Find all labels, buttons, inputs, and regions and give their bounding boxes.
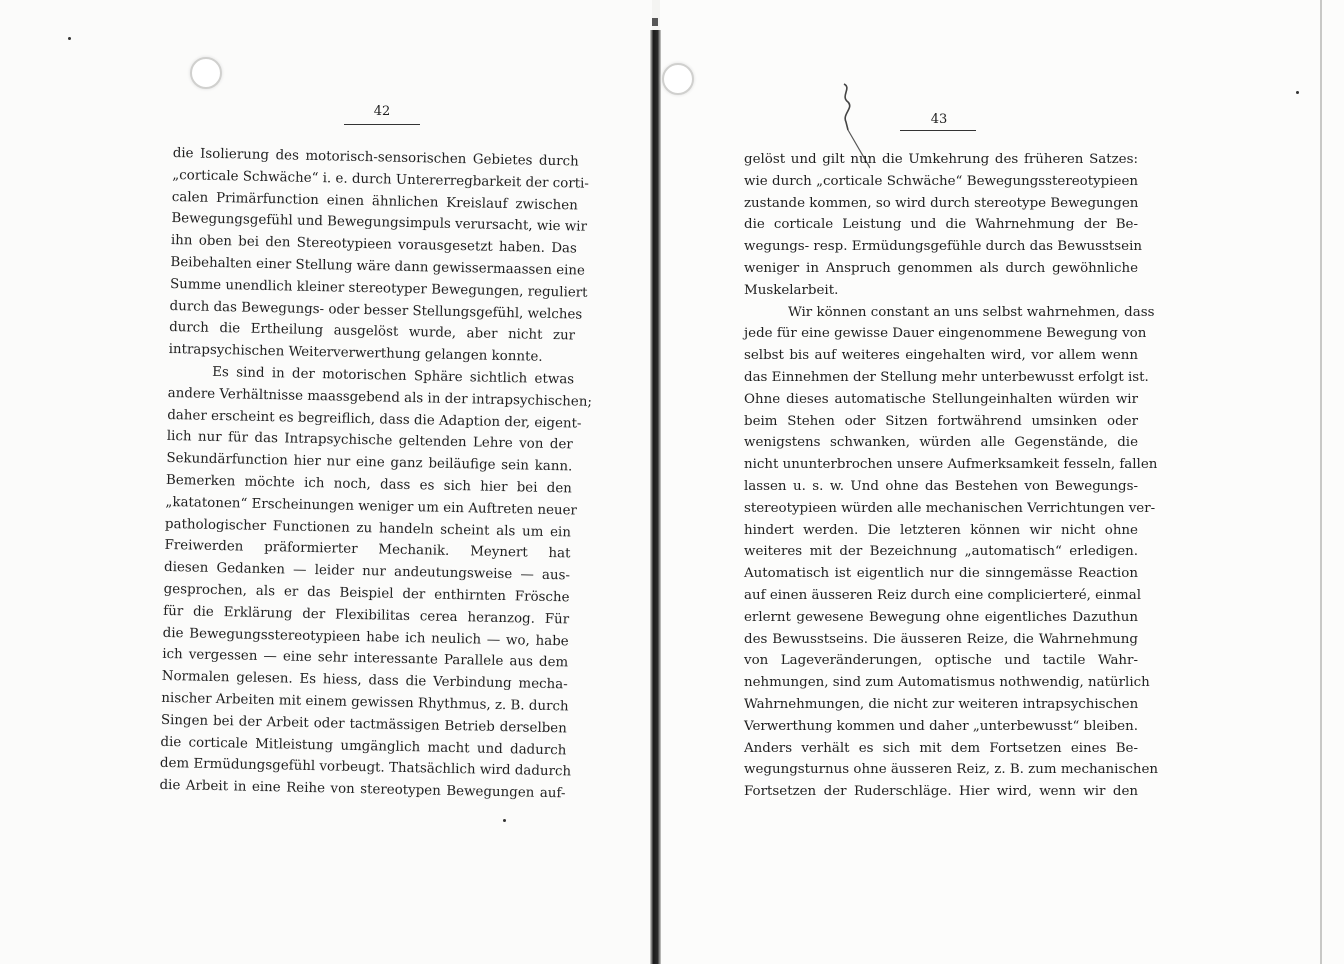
text-line: gesprochen, als er das Beispiel der enthirnten Frösche: [163, 581, 570, 606]
text-line: Bemerken möchte ich noch, dass es sich hier bei den: [165, 472, 573, 497]
text-line: ihn oben bei den Stereotypieen vorausgesetzt haben. Das: [170, 233, 578, 257]
text-line: Freiwerden präformierter Mechanik. Meynert hat: [164, 538, 571, 562]
text-line: „katatonen“ Erscheinungen weniger um ein Auftreten neuer: [165, 494, 578, 519]
text-line: Bewegungsgefühl und Bewegungsimpuls verursacht, wie wir: [171, 211, 588, 236]
text-line: wegungsturnus ohne äusseren Reiz, z. B. zum mechanischen: [744, 762, 1158, 778]
text-line: Muskelarbeit.: [744, 282, 839, 298]
text-line: nehmungen, sind zum Automatismus nothwendig, natürlich: [744, 675, 1150, 691]
text-line: intrapsychischen Weiterverwerthung gelangen konnte.: [168, 342, 543, 365]
text-line: Sekundärfunction hier nur eine ganz beiläufige sein kann.: [166, 451, 573, 475]
page-number-right: 43: [930, 112, 948, 127]
text-line: Wahrnehmungen, die nicht zur weiteren intrapsychischen: [744, 696, 1139, 712]
text-line: weniger in Anspruch genommen als durch gewöhnliche: [744, 260, 1138, 276]
text-line: zustande kommen, so wird durch stereotype Bewegungen: [744, 195, 1139, 211]
text-line: für die Erklärung der Flexibilitas cerea heranzog. Für: [163, 603, 570, 628]
text-line: die Bewegungsstereotypieen habe ich neulich — wo, habe: [162, 625, 569, 649]
text-line: diesen Gedanken — leider nur andeutungsweise — aus-: [163, 560, 571, 584]
text-line: die Arbeit in eine Reihe von stereotypen Bewegungen auf-: [159, 777, 566, 802]
text-line: Ohne dieses automatische Stellungeinhalten würden wir: [744, 391, 1138, 407]
punch-hole-right: [662, 63, 694, 95]
text-line: gelöst und gilt nun die Umkehrung des früheren Satzes:: [744, 152, 1138, 167]
text-line: beim Stehen oder Sitzen fortwährend umsinken oder: [744, 413, 1138, 429]
right-text-column: [744, 149, 1158, 803]
text-line: pathologischer Functionen zu handeln scheint als um ein: [164, 516, 572, 540]
text-line: wenigstens schwanken, würden alle Gegenstände, die: [744, 435, 1138, 451]
text-line: weiteres mit der Bezeichnung „automatisch“ erledigen.: [744, 544, 1138, 560]
text-line: erlernt gewesene Bewegung ohne eigentliches Dazuthun: [744, 609, 1138, 625]
text-line: wie durch „corticale Schwäche“ Bewegungsstereotypieen: [744, 173, 1138, 189]
text-line: die Isolierung des motorisch-sensorischen Gebietes durch: [172, 145, 579, 170]
text-line: wegungs- resp. Ermüdungsgefühle durch das Bewusstsein: [744, 239, 1142, 255]
text-line: nischer Arbeiten mit einem gewissen Rhythmus, z. B. durch: [161, 690, 569, 715]
text-line: Normalen gelesen. Es hiess, dass die Verbindung mecha-: [161, 669, 568, 693]
text-line: Fortsetzen der Ruderschläge. Hier wird, wenn wir den: [744, 784, 1138, 800]
text-line: nicht ununterbrochen unsere Aufmerksamkeit fesseln, fallen: [744, 457, 1158, 473]
punch-hole-left: [190, 57, 222, 89]
dust-speck: [1296, 91, 1299, 94]
text-line: durch die Ertheilung ausgelöst wurde, aber nicht zur: [168, 320, 576, 344]
text-line: stereotypieen würden alle mechanischen Verrichtungen ver-: [744, 500, 1156, 516]
text-line: calen Primärfunction einen ähnlichen Kreislauf zwischen: [171, 189, 578, 214]
text-line: des Bewusstseins. Die äusseren Reize, die Wahrnehmung: [744, 631, 1138, 647]
text-line: daher erscheint es begreiflich, dass die Adaption der, eigent-: [167, 407, 582, 432]
text-line: lich nur für das Intrapsychische geltenden Lehre von der: [166, 429, 573, 453]
text-line: die corticale Mitleistung umgänglich macht und dadurch: [160, 734, 567, 758]
dust-speck: [68, 37, 71, 40]
text-line: Anders verhält es sich mit dem Fortsetzen eines Be-: [744, 740, 1138, 756]
text-line: jede für eine gewisse Dauer eingenommene Bewegung von: [744, 326, 1147, 342]
text-line: Es sind in der motorischen Sphäre sichtlich etwas: [212, 364, 575, 388]
text-line: andere Verhältnisse maassgebend als in der intrapsychischen;: [167, 385, 593, 410]
page-number-rule-right: [900, 130, 976, 131]
text-line: selbst bis auf weiteres eingehalten wird, vor allem wenn: [744, 348, 1138, 364]
text-line: Verwerthung kommen und daher „unterbewusst“ bleiben.: [744, 718, 1138, 734]
dust-speck: [503, 819, 506, 822]
binding-top-mark: [652, 18, 658, 26]
text-line: das Einnehmen der Stellung mehr unterbewusst erfolgt ist.: [744, 369, 1149, 385]
text-line: Beibehalten einer Stellung wäre dann gewissermaassen eine: [170, 254, 586, 279]
page-number-left: 42: [373, 104, 391, 119]
page-edge: [1320, 0, 1322, 964]
text-line: Singen bei der Arbeit oder tactmässigen Betrieb derselben: [160, 712, 567, 737]
page-number-rule-left: [344, 124, 420, 125]
book-gutter: [650, 30, 661, 964]
text-line: Automatisch ist eigentlich nur die sinngemässe Reaction: [744, 566, 1138, 582]
left-text-column: [159, 143, 593, 805]
text-line: dem Ermüdungsgefühl vorbeugt. Thatsächlich wird dadurch: [159, 756, 572, 780]
text-line: Summe unendlich kleiner stereotyper Bewegungen, reguliert: [169, 276, 588, 301]
text-line: auf einen äusseren Reiz durch eine complicierteré, einmal: [744, 587, 1141, 603]
text-line: von Lageveränderungen, optische und tactile Wahr-: [744, 653, 1138, 669]
text-line: hindert werden. Die letzteren können wir nicht ohne: [744, 522, 1138, 538]
text-line: die corticale Leistung und die Wahrnehmung der Be-: [744, 217, 1138, 233]
text-line: lassen u. s. w. Und ohne das Bestehen von Bewegungs-: [744, 478, 1138, 494]
text-line: durch das Bewegungs- oder besser Stellungsgefühl, welches: [169, 298, 583, 323]
text-line: Wir können constant an uns selbst wahrnehmen, dass: [788, 304, 1155, 320]
text-line: „corticale Schwäche“ i. e. durch Untererregbarkeit der corti-: [172, 167, 590, 192]
text-line: ich vergessen — eine sehr interessante Parallele aus dem: [162, 647, 569, 671]
